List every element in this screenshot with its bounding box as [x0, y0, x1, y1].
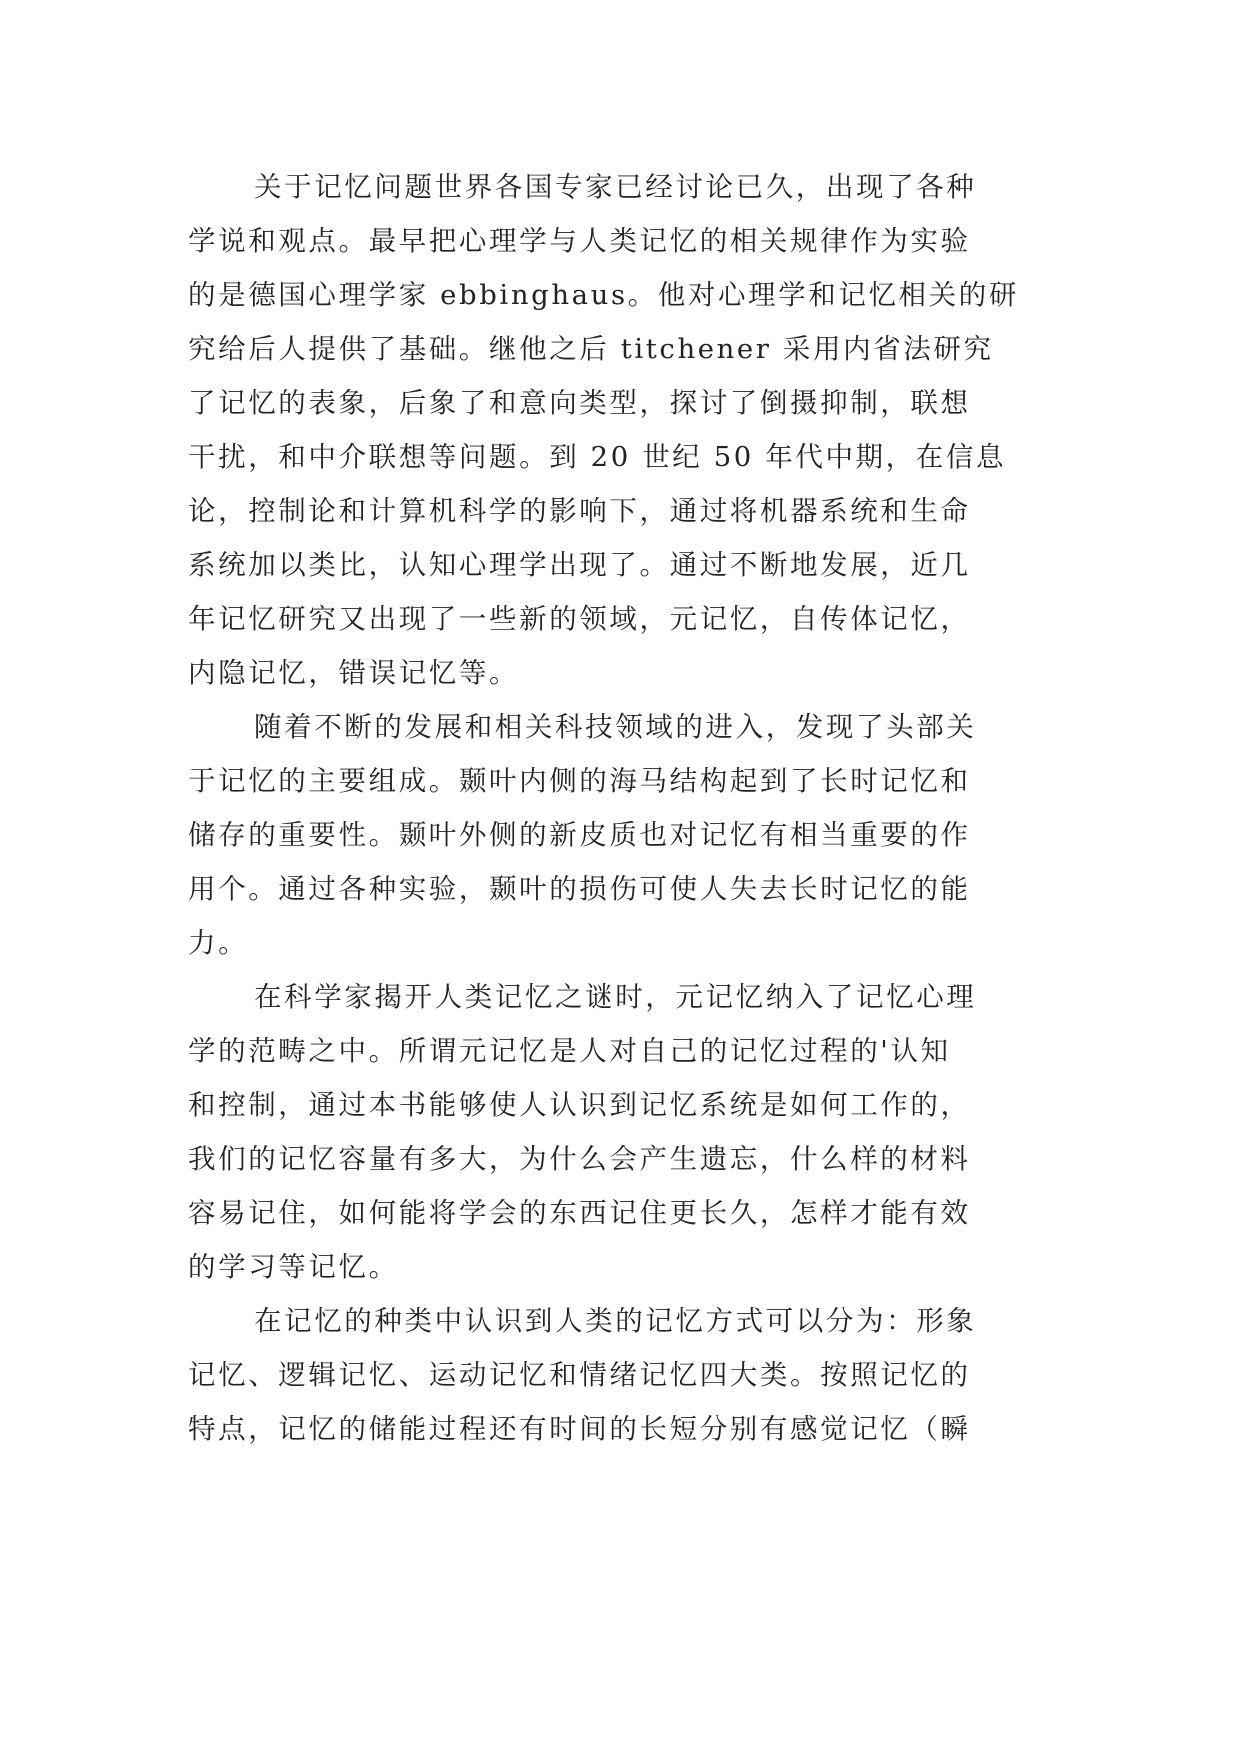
paragraph-4	[188, 1294, 1048, 1456]
text-line: 的是德国心理学家 ebbinghaus。他对心理学和记忆相关的研	[188, 279, 1019, 311]
text-line: 在记忆的种类中认识到人类的记忆方式可以分为：形象	[254, 1305, 977, 1337]
text-line: 了记忆的表象，后象了和意向类型，探讨了倒摄抑制，联想	[188, 387, 971, 419]
paragraph-3	[188, 970, 1048, 1294]
text-line: 于记忆的主要组成。颞叶内侧的海马结构起到了长时记忆和	[188, 765, 971, 797]
text-line: 干扰，和中介联想等问题。到 20 世纪 50 年代中期，在信息	[188, 441, 1007, 473]
text-line: 随着不断的发展和相关科技领域的进入，发现了头部关	[254, 711, 977, 743]
text-line: 力。	[188, 927, 249, 959]
text-line: 关于记忆问题世界各国专家已经讨论已久，出现了各种	[254, 171, 977, 203]
paragraph-2	[188, 700, 1048, 970]
paragraph-1	[188, 160, 1048, 700]
text-line: 在科学家揭开人类记忆之谜时，元记忆纳入了记忆心理	[254, 981, 977, 1013]
text-line: 和控制，通过本书能够使人认识到记忆系统是如何工作的，	[188, 1089, 971, 1121]
text-line: 系统加以类比，认知心理学出现了。通过不断地发展，近几	[188, 549, 971, 581]
text-line: 特点，记忆的储能过程还有时间的长短分别有感觉记忆（瞬	[188, 1413, 971, 1445]
text-line: 的学习等记忆。	[188, 1251, 399, 1283]
text-line: 储存的重要性。颞叶外侧的新皮质也对记忆有相当重要的作	[188, 819, 971, 851]
text-line: 究给后人提供了基础。继他之后 titchener 采用内省法研究	[188, 333, 994, 365]
text-line: 用个。通过各种实验，颞叶的损伤可使人失去长时记忆的能	[188, 873, 971, 905]
text-line: 年记忆研究又出现了一些新的领域，元记忆，自传体记忆，	[188, 603, 971, 635]
text-line: 学的范畴之中。所谓元记忆是人对自己的记忆过程的'认知	[188, 1035, 951, 1067]
text-line: 论，控制论和计算机科学的影响下，通过将机器系统和生命	[188, 495, 971, 527]
text-line: 记忆、逻辑记忆、运动记忆和情绪记忆四大类。按照记忆的	[188, 1359, 971, 1391]
text-line: 学说和观点。最早把心理学与人类记忆的相关规律作为实验	[188, 225, 971, 257]
text-line: 容易记住，如何能将学会的东西记住更长久，怎样才能有效	[188, 1197, 971, 1229]
text-line: 我们的记忆容量有多大，为什么会产生遗忘，什么样的材料	[188, 1143, 971, 1175]
document-body	[188, 160, 1048, 1456]
text-line: 内隐记忆，错误记忆等。	[188, 657, 520, 689]
